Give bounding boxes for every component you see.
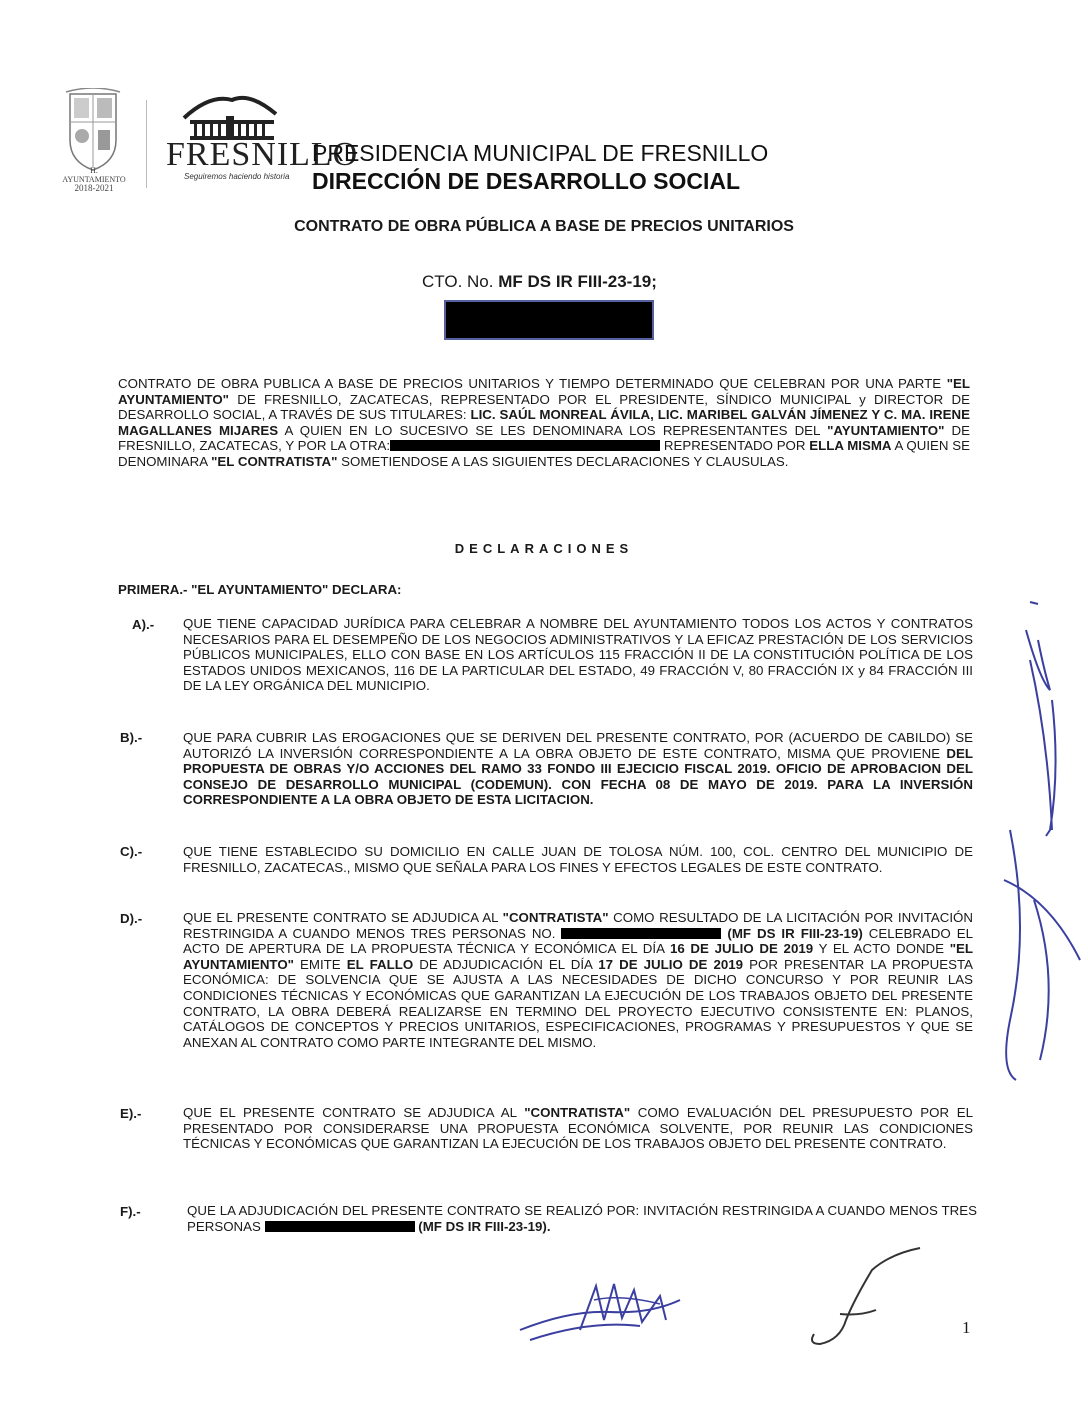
item-d-plain: QUE EL PRESENTE CONTRATO SE ADJUDICA AL — [183, 910, 503, 925]
item-d-bold: 16 DE JULIO DE 2019 — [669, 941, 814, 957]
header-line2: DIRECCIÓN DE DESARROLLO SOCIAL — [312, 168, 741, 194]
item-c-label: C).- — [120, 844, 143, 859]
item-d-bold: 17 DE JULIO DE 2019 — [598, 956, 744, 972]
item-b-text — [183, 730, 973, 808]
redaction-bar — [561, 928, 721, 939]
item-d-plain: EMITE — [293, 956, 347, 972]
item-f-text — [187, 1203, 977, 1234]
bottom-signature-right-icon — [800, 1240, 940, 1360]
item-d-plain: Y EL ACTO DONDE — [813, 941, 950, 957]
item-c-text: QUE TIENE ESTABLECIDO SU DOMICILIO EN CALLE JUAN DE TOLOSA NÚM. 100, COL. CENTRO DEL MUNICIPIO DE FRESNILLO, ZACATECAS., MISMO QUE SEÑALA PARA LOS FINES Y EFECTOS LEGALES DE ESTE CONTRATO. — [183, 844, 973, 875]
item-d-text — [183, 910, 973, 1050]
intro-paragraph — [118, 376, 970, 469]
intro-text: DE FRESNILLO, ZACATECAS, Y POR LA OTRA: — [118, 422, 971, 453]
intro-text: DE FRESNILLO, ZACATECAS, REPRESENTADO POR EL PRESIDENTE, SÍNDICO MUNICIPAL y DIRECTOR DE DESARROLLO SOCIAL, A TRAVÉS DE SUS TITULARES: — [118, 391, 970, 422]
contract-number — [422, 272, 657, 292]
redaction-bar — [265, 1221, 415, 1232]
header-line1: PRESIDENCIA MUNICIPAL DE FRESNILLO — [312, 140, 769, 166]
page-number: 1 — [962, 1318, 971, 1337]
declaraciones-heading: DECLARACIONES — [454, 541, 634, 556]
item-d-bold: EL FALLO — [346, 956, 414, 972]
intro-bold: ELLA MISMA — [809, 438, 892, 453]
intro-bold: "EL CONTRATISTA" — [211, 453, 338, 469]
intro-text: A QUIEN EN LO SUCESIVO SE LES DENOMINARA LOS REPRESENTANTES DEL — [278, 422, 828, 438]
bottom-signature-left-icon — [510, 1270, 690, 1350]
item-e-text — [183, 1105, 973, 1152]
intro-bold: "EL AYUNTAMIENTO" — [118, 376, 970, 407]
item-b-label: B).- — [120, 730, 143, 745]
logo-wordmark: FRESNILLO — [166, 136, 359, 173]
item-a-text: QUE TIENE CAPACIDAD JURÍDICA PARA CELEBRAR A NOMBRE DEL AYUNTAMIENTO TODOS LOS ACTOS Y CONTRATOS NECESARIOS PARA EL DESEMPEÑO DE LOS NEGOCIOS ADMINISTRATIVOS Y LA EFICAZ PRESTACIÓN DE LOS SERVICIOS PÚBLICOS MUNICIPALES, ELLO CON BASE EN LOS ARTÍCULOS 115 FRACCIÓN II DE LA CONSTITUCIÓN POLÍTICA DE LOS ESTADOS UNIDOS MEXICANOS, 116 DE LA PARTICULAR DEL ESTADO, 49 FRACCIÓN V, 80 FRACCIÓN IX y 84 FRACCIÓN III DE LA LEY ORGÁNICA DEL MUNICIPIO. — [183, 616, 973, 694]
intro-bold: "AYUNTAMIENTO" — [827, 422, 945, 438]
item-d-plain: COMO RESULTADO DE LA LICITACIÓN POR INVITACIÓN RESTRINGIDA A CUANDO MENOS TRES PERSONAS NO. — [183, 910, 973, 941]
intro-text: SOMETIENDOSE A LAS SIGUIENTES DECLARACIONES Y CLAUSULAS. — [337, 453, 789, 469]
item-f-plain: QUE LA ADJUDICACIÓN DEL PRESENTE CONTRATO SE REALIZÓ POR: INVITACIÓN RESTRINGIDA A CUANDO MENOS TRES PERSONAS — [187, 1203, 977, 1234]
item-d-bold: "CONTRATISTA" — [502, 910, 609, 925]
item-e-plain: COMO EVALUACIÓN DEL PRESUPUESTO POR EL PRESENTADO POR CONSIDERARSE UNA PROPUESTA ECONÓMICA SOLVENTE, POR REUNIR LAS CONDICIONES TÉCNICAS Y ECONÓMICAS QUE GARANTIZAN LA EJECUCIÓN DE LOS TRABAJOS OBJETO DEL PRESENTE CONTRATO. — [183, 1105, 973, 1152]
item-e-label: E).- — [120, 1106, 142, 1121]
redaction-bar — [390, 440, 660, 451]
item-b-plain: QUE PARA CUBRIR LAS EROGACIONES QUE SE DERIVEN DEL PRESENTE CONTRATO, POR (ACUERDO DE CABILDO) SE AUTORIZÓ LA INVERSIÓN CORRESPONDIENTE A LA OBRA OBJETO DE ESTE CONTRATO, MISMA QUE PROVIENE — [183, 730, 973, 761]
fresnillo-logo-icon — [180, 92, 280, 142]
intro-text: CONTRATO DE OBRA PUBLICA A BASE DE PRECIOS UNITARIOS Y TIEMPO DETERMINADO QUE CELEBRAN POR UNA PARTE — [118, 376, 947, 391]
item-d-label: D).- — [120, 911, 143, 926]
margin-signature-icon — [990, 600, 1088, 1120]
seal-caption — [60, 166, 128, 193]
intro-bold: LIC. SAÚL MONREAL ÁVILA, LIC. MARIBEL GALVÁN JÍMENEZ Y C. MA. IRENE MAGALLANES MIJARES — [118, 407, 970, 438]
item-b-bold: DEL PROPUESTA DE OBRAS Y/O ACCIONES DEL RAMO 33 FONDO III EJECICIO FISCAL 2019. OFICIO DE APROBACION DEL CONSEJO DE DESARROLLO MUNICIPAL (CODEMUN). CON FECHA 08 DE MAYO DE 2019. PARA LA INVERSIÓN CORRESPONDIENTE A LA OBRA OBJETO DE ESTA LICITACION. — [183, 745, 973, 808]
logo-slogan: Seguiremos haciendo historia — [184, 172, 290, 181]
item-d-plain: DE ADJUDICACIÓN EL DÍA — [413, 956, 599, 972]
seal-caption-line1: H. AYUNTAMIENTO — [62, 166, 126, 184]
item-d-plain: POR PRESENTAR LA PROPUESTA ECONÓMICA: DE SOLVENCIA QUE SE AJUSTA A LAS NECESIDADES DE DICHO CONCURSO Y POR REUNIR LAS CONDICIONES TÉCNICAS Y ECONÓMICAS QUE GARANTIZAN LA EJECUCIÓN DE LOS TRABAJOS OBJETO DEL PRESENTE CONTRATO, LA OBRA DEBERÁ REALIZARSE EN TERMINO DEL PROYECTO EJECUTIVO CONSISTENTE EN: PLANOS, CATÁLOGOS DE CONCEPTOS Y PRECIOS UNITARIOS, ESPECIFICACIONES, PROGRAMAS Y PRESUPUESTOS Y QUE SE ANEXAN AL CONTRATO COMO PARTE INTEGRANTE DEL MISMO. — [183, 956, 973, 1050]
contract-code: MF DS IR FIII-23-19; — [498, 272, 657, 291]
item-d-plain: CELEBRADO EL ACTO DE APERTURA DE LA PROPUESTA TÉCNICA Y ECONÓMICA EL DÍA — [183, 925, 973, 957]
item-d-bold: "EL AYUNTAMIENTO" — [183, 941, 974, 972]
item-f-label: F).- — [120, 1204, 141, 1219]
item-d-bold: (MF DS IR FIII-23-19) — [721, 925, 863, 941]
primera-heading: PRIMERA.- "EL AYUNTAMIENTO" DECLARA: — [118, 582, 402, 597]
redaction-block — [444, 300, 654, 340]
item-e-plain: QUE EL PRESENTE CONTRATO SE ADJUDICA AL — [183, 1105, 525, 1120]
intro-text: REPRESENTADO POR — [660, 438, 810, 453]
item-f-bold: (MF DS IR FIII-23-19). — [414, 1218, 551, 1234]
header-divider — [146, 100, 147, 188]
contract-prefix: CTO. No. — [422, 272, 494, 291]
intro-text: A QUIEN SE DENOMINARA — [118, 438, 970, 469]
item-e-bold: "CONTRATISTA" — [524, 1105, 631, 1120]
item-a-label: A).- — [132, 617, 155, 632]
document-title: CONTRATO DE OBRA PÚBLICA A BASE DE PRECIOS UNITARIOS — [294, 218, 794, 235]
seal-caption-line2: 2018-2021 — [74, 183, 114, 193]
